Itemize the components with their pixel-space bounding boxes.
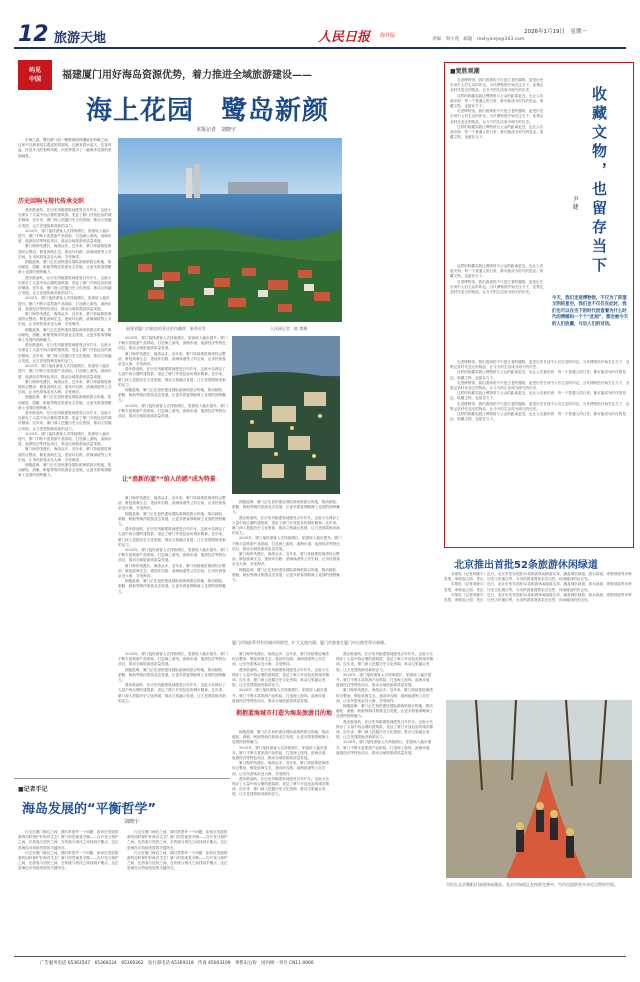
- aerial-photo: [232, 336, 340, 494]
- section1-title: 历史回响与现代传承交织: [18, 198, 85, 205]
- column-label: ■记者手记: [18, 786, 48, 793]
- lower-col-b: 拥抱蓝海，厦门正在加快建设国际滨海旅游目的地，推动邮轮、游艇、帆船等海洋旅游业态发展，让更多游客领略海上花园的独特魅力。 2025年，厦门接待游客人次持续增长，旅游收入稳步提升。厦门不断丰富旅游产品供给，打造海上游线、滨海步道、夜游经济等特色项目，推动全域旅游高质量发展。 厦门海岸线漫长，海湾众多。近年来，厦门持续推进海湾综合整治，修复滨海生态，建设环岛路、滨海绿道等公共空间，让市民游客亲近大海、享受海洋。 漫步鼓浪屿，在历史风貌建筑间感受百年岁月。这座小岛保存了大量中西合璧的建筑群，见证了厦门开放包容的城市精神。近年来，厦门深入挖掘历史文化资源，推动文旅融合发展，让古老建筑焕发新的活力。: [232, 730, 330, 797]
- section3-title: 拥抱蓝海城市打造为海岛旅游目的地: [236, 710, 333, 717]
- city-photo-caption: 厦门市海滨系列有的城市资源型，扩大文旅内涵。厦门市游客在厦门中山路等拜访新城。: [232, 640, 388, 645]
- island-photo-caption: 福建省厦门市鼓浪屿景区的鸟瞰图 新华社发: [126, 326, 206, 331]
- editor-info: 责编：周小苑 邮箱：mohyiceje@163.com: [432, 37, 525, 42]
- greenway-photo: [446, 700, 632, 878]
- main-headline: 海上花园 鹭岛新颜: [86, 96, 330, 126]
- news-title: 北京推出首批52条旅游休闲绿道: [454, 560, 598, 571]
- column-rule: [14, 778, 230, 779]
- tag-line-1: 屿见: [28, 67, 41, 74]
- col4-text: 拥抱蓝海，厦门正在加快建设国际滨海旅游目的地，推动邮轮、游艇、帆船等海洋旅游业态发展，让更多游客领略海上花园的独特魅力。 漫步鼓浪屿，在历史风貌建筑间感受百年岁月。这座小岛保存了大量中西合璧的建筑群，见证了厦门开放包容的城市精神。近年来，厦门深入挖掘历史文化资源，推动文旅融合发展，让古老建筑焕发新的活力。 2025年，厦门接待游客人次持续增长，旅游收入稳步提升。厦门不断丰富旅游产品供给，打造海上游线、滨海步道、夜游经济等特色项目，推动全域旅游高质量发展。 厦门海岸线漫长，海湾众多。近年来，厦门持续推进海湾综合整治，修复滨海生态，建设环岛路、滨海绿道等公共空间，让市民游客亲近大海、享受海洋。 拥抱蓝海，厦门正在加快建设国际滨海旅游目的地，推动邮轮、游艇、帆船等海洋旅游业态发展，让更多游客领略海上花园的独特魅力。: [232, 500, 342, 583]
- opinion-section-label: ■宽胜观潮: [450, 68, 480, 75]
- greenway-photo-art: [446, 700, 632, 878]
- kicker: 福建厦门用好海岛资源优势，着力推进全域旅游建设——: [62, 70, 312, 81]
- news-text: 本报电（记者刘晓宇）近日，北京市发布首批52条旅游休闲绿道名单，涵盖城市绿道、滨水绿道、郊野绿道等多种类型，串联起公园、景区、历史文化街区等，为市民游客提供亲近自然、休闲健身的好去处。 本报电（记者刘晓宇）近日，北京市发布首批52条旅游休闲绿道名单，涵盖城市绿道、滨水绿道、郊野绿道等多种类型，串联起公园、景区、历史文化街区等，为市民游客提供亲近自然、休闲健身的好去处。 本报电（记者刘晓宇）近日，北京市发布首批52条旅游休闲绿道名单，涵盖城市绿道、滨水绿道、郊野绿道等多种类型，串联起公园、景区、历史文化街区等，为市民游客提供亲近自然、休闲健身的好去处。: [444, 572, 632, 603]
- lower-col-c: 漫步鼓浪屿，在历史风貌建筑间感受百年岁月。这座小岛保存了大量中西合璧的建筑群，见证了厦门开放包容的城市精神。近年来，厦门深入挖掘历史文化资源，推动文旅融合发展，让古老建筑焕发新的活力。 2025年，厦门接待游客人次持续增长，旅游收入稳步提升。厦门不断丰富旅游产品供给，打造海上游线、滨海步道、夜游经济等特色项目，推动全域旅游高质量发展。 厦门海岸线漫长，海湾众多。近年来，厦门持续推进海湾综合整治，修复滨海生态，建设环岛路、滨海绿道等公共空间，让市民游客亲近大海、享受海洋。 拥抱蓝海，厦门正在加快建设国际滨海旅游目的地，推动邮轮、游艇、帆船等海洋旅游业态发展，让更多游客领略海上花园的独特魅力。 漫步鼓浪屿，在历史风貌建筑间感受百年岁月。这座小岛保存了大量中西合璧的建筑群，见证了厦门开放包容的城市精神。近年来，厦门深入挖掘历史文化资源，推动文旅融合发展，让古老建筑焕发新的活力。 2025年，厦门接待游客人次持续增长，旅游收入稳步提升。厦门不断丰富旅游产品供给，打造海上游线、滨海步道、夜游经济等特色项目，推动全域旅游高质量发展。: [336, 652, 434, 755]
- main-byline: 本报记者 刘晓宇: [196, 127, 237, 133]
- island-photo-art: [118, 138, 342, 322]
- opinion-quote: 今天，我们走进博物馆，不仅为了仰望文明的星空，我们也不仅仅在此时，我们也可以在当下的时代创造着为什么时代的情感和一个个“此刻”，都会被今天的人们收藏，与后人们的对话。: [552, 296, 629, 327]
- col2-text: 2025年，厦门接待游客人次持续增长，旅游收入稳步提升。厦门不断丰富旅游产品供给，打造海上游线、滨海步道、夜游经济等特色项目，推动全域旅游高质量发展。 厦门海岸线漫长，海湾众多。近年来，厦门持续推进海湾综合整治，修复滨海生态，建设环岛路、滨海绿道等公共空间，让市民游客亲近大海、享受海洋。 漫步鼓浪屿，在历史风貌建筑间感受百年岁月。这座小岛保存了大量中西合璧的建筑群，见证了厦门开放包容的城市精神。近年来，厦门深入挖掘历史文化资源，推动文旅融合发展，让古老建筑焕发新的活力。 拥抱蓝海，厦门正在加快建设国际滨海旅游目的地，推动邮轮、游艇、帆船等海洋旅游业态发展，让更多游客领略海上花园的独特魅力。 2025年，厦门接待游客人次持续增长，旅游收入稳步提升。厦门不断丰富旅游产品供给，打造海上游线、滨海步道、夜游经济等特色项目，推动全域旅游高质量发展。: [118, 336, 228, 419]
- section-title: 旅游天地: [54, 31, 107, 46]
- opinion-author: 尹 婕: [571, 196, 578, 210]
- lower-col-d: 2025年，厦门接待游客人次持续增长，旅游收入稳步提升。厦门不断丰富旅游产品供给，打造海上游线、滨海步道、夜游经济等特色项目，推动全域旅游高质量发展。 拥抱蓝海，厦门正在加快建设国际滨海旅游目的地，推动邮轮、游艇、帆船等海洋旅游业态发展，让更多游客领略海上花园的独特魅力。 漫步鼓浪屿，在历史风貌建筑间感受百年岁月。这座小岛保存了大量中西合璧的建筑群，见证了厦门开放包容的城市精神。近年来，厦门深入挖掘历史文化资源，推动文旅融合发展，让古老建筑焕发新的活力。: [118, 652, 228, 703]
- masthead-rule: [14, 47, 626, 49]
- column-author: 刘晓宇: [124, 819, 140, 825]
- newspaper-logo: 人民日报: [318, 30, 371, 45]
- opinion-text-3: 走进博物馆，我们看到的不只是古老的器物，更是历史长河中人们生活的印记。当代博物馆开始关注当下，征集记录时代变迁的物品，让今天的生活成为明天的历史。 这样的收藏实践让博物馆与公众的距离更近，也让人们意识到：每一个普通人的日常，都可能成为时代的见证。收藏文物，也留存当下。 走进博物馆，我们看到的不只是古老的器物，更是历史长河中人们生活的印记。当代博物馆开始关注当下，征集记录时代变迁的物品，让今天的生活成为明天的历史。 这样的收藏实践让博物馆与公众的距离更近，也让人们意识到：每一个普通人的日常，都可能成为时代的见证。收藏文物，也留存当下。 走进博物馆，我们看到的不只是古老的器物，更是历史长河中人们生活的印记。当代博物馆开始关注当下，征集记录时代变迁的物品，让今天的生活成为明天的历史。 这样的收藏实践让博物馆与公众的距离更近，也让人们意识到：每一个普通人的日常，都可能成为时代的见证。收藏文物，也留存当下。: [450, 360, 630, 422]
- section2-title: 让“浪新的蓝”“给人的感”成为特景: [122, 476, 216, 483]
- footer-rule: [14, 956, 626, 957]
- lower-col-a: 厦门海岸线漫长，海湾众多。近年来，厦门持续推进海湾综合整治，修复滨海生态，建设环岛路、滨海绿道等公共空间，让市民游客亲近大海、享受海洋。 漫步鼓浪屿，在历史风貌建筑间感受百年岁月。这座小岛保存了大量中西合璧的建筑群，见证了厦门开放包容的城市精神。近年来，厦门深入挖掘历史文化资源，推动文旅融合发展，让古老建筑焕发新的活力。 2025年，厦门接待游客人次持续增长，旅游收入稳步提升。厦门不断丰富旅游产品供给，打造海上游线、滨海步道、夜游经济等特色项目，推动全域旅游高质量发展。: [232, 652, 330, 703]
- section-tag: [18, 60, 52, 90]
- island-photo: [118, 138, 342, 322]
- column-title: 海岛发展的“平衡哲学”: [22, 802, 157, 817]
- logo-suffix: 海外版: [380, 33, 396, 39]
- column-text: 行走在厦门海岛之间，我时常思考一个问题：如何在发展旅游的同时保护好海洋生态？厦门的答案是平衡——在开发与保护之间、在游客与居民之间、在传统与现代之间找到平衡点，这正是海岛可持续发展的关键所在。 行走在厦门海岛之间，我时常思考一个问题：如何在发展旅游的同时保护好海洋生态？厦门的答案是平衡——在开发与保护之间、在游客与居民之间、在传统与现代之间找到平衡点，这正是海岛可持续发展的关键所在。 行走在厦门海岛之间，我时常思考一个问题：如何在发展旅游的同时保护好海洋生态？厦门的答案是平衡——在开发与保护之间、在游客与居民之间、在传统与现代之间找到平衡点，这正是海岛可持续发展的关键所在。 行走在厦门海岛之间，我时常思考一个问题：如何在发展旅游的同时保护好海洋生态？厦门的答案是平衡——在开发与保护之间、在游客与居民之间、在传统与现代之间找到平衡点，这正是海岛可持续发展的关键所在。: [18, 830, 228, 871]
- tag-line-2: 中国: [28, 76, 41, 83]
- col3-text: 厦门海岸线漫长，海湾众多。近年来，厦门持续推进海湾综合整治，修复滨海生态，建设环岛路、滨海绿道等公共空间，让市民游客亲近大海、享受海洋。 拥抱蓝海，厦门正在加快建设国际滨海旅游目的地，推动邮轮、游艇、帆船等海洋旅游业态发展，让更多游客领略海上花园的独特魅力。 漫步鼓浪屿，在历史风貌建筑间感受百年岁月。这座小岛保存了大量中西合璧的建筑群，见证了厦门开放包容的城市精神。近年来，厦门深入挖掘历史文化资源，推动文旅融合发展，让古老建筑焕发新的活力。 2025年，厦门接待游客人次持续增长，旅游收入稳步提升。厦门不断丰富旅游产品供给，打造海上游线、滨海步道、夜游经济等特色项目，推动全域旅游高质量发展。 厦门海岸线漫长，海湾众多。近年来，厦门持续推进海湾综合整治，修复滨海生态，建设环岛路、滨海绿道等公共空间，让市民游客亲近大海、享受海洋。 拥抱蓝海，厦门正在加快建设国际滨海旅游目的地，推动邮轮、游艇、帆船等海洋旅游业态发展，让更多游客领略海上花园的独特魅力。: [118, 496, 228, 594]
- intro-text: 东海之滨，鹭岛厦门如一颗璀璨明珠镶嵌在海峡之间。这里不仅拥有闻名遐迩的鼓浪屿，还拥有碧水蓝天、花香四溢、民俗多元的独特风貌，向世界展示了一幅海洋花园的美丽画卷。: [18, 138, 112, 158]
- opinion-title: 收藏文物，也留存当下: [590, 86, 608, 276]
- footer-info: 广告服务电话 65363547 65369224 65369362 发行部电话 65369319 传真 65003109 零售3元/份 国内统一刊号 CN11-0066: [40, 961, 314, 966]
- greenway-photo-caption: 市民在北京朝阳区绿道休闲漫步。北京市绿道正在持续完善中，为市民提供更多亲近自然的空间。: [446, 882, 618, 887]
- issue-date: 2026年1月19日 星期一: [524, 29, 587, 35]
- col1-text: 漫步鼓浪屿，在历史风貌建筑间感受百年岁月。这座小岛保存了大量中西合璧的建筑群，见证了厦门开放包容的城市精神。近年来，厦门深入挖掘历史文化资源，推动文旅融合发展，让古老建筑焕发新的活力。 2025年，厦门接待游客人次持续增长，旅游收入稳步提升。厦门不断丰富旅游产品供给，打造海上游线、滨海步道、夜游经济等特色项目，推动全域旅游高质量发展。 厦门海岸线漫长，海湾众多。近年来，厦门持续推进海湾综合整治，修复滨海生态，建设环岛路、滨海绿道等公共空间，让市民游客亲近大海、享受海洋。 拥抱蓝海，厦门正在加快建设国际滨海旅游目的地，推动邮轮、游艇、帆船等海洋旅游业态发展，让更多游客领略海上花园的独特魅力。 漫步鼓浪屿，在历史风貌建筑间感受百年岁月。这座小岛保存了大量中西合璧的建筑群，见证了厦门开放包容的城市精神。近年来，厦门深入挖掘历史文化资源，推动文旅融合发展，让古老建筑焕发新的活力。 2025年，厦门接待游客人次持续增长，旅游收入稳步提升。厦门不断丰富旅游产品供给，打造海上游线、滨海步道、夜游经济等特色项目，推动全域旅游高质量发展。 厦门海岸线漫长，海湾众多。近年来，厦门持续推进海湾综合整治，修复滨海生态，建设环岛路、滨海绿道等公共空间，让市民游客亲近大海、享受海洋。 拥抱蓝海，厦门正在加快建设国际滨海旅游目的地，推动邮轮、游艇、帆船等海洋旅游业态发展，让更多游客领略海上花园的独特魅力。 漫步鼓浪屿，在历史风貌建筑间感受百年岁月。这座小岛保存了大量中西合璧的建筑群，见证了厦门开放包容的城市精神。近年来，厦门深入挖掘历史文化资源，推动文旅融合发展，让古老建筑焕发新的活力。 2025年，厦门接待游客人次持续增长，旅游收入稳步提升。厦门不断丰富旅游产品供给，打造海上游线、滨海步道、夜游经济等特色项目，推动全域旅游高质量发展。 厦门海岸线漫长，海湾众多。近年来，厦门持续推进海湾综合整治，修复滨海生态，建设环岛路、滨海绿道等公共空间，让市民游客亲近大海、享受海洋。 拥抱蓝海，厦门正在加快建设国际滨海旅游目的地，推动邮轮、游艇、帆船等海洋旅游业态发展，让更多游客领略海上花园的独特魅力。 漫步鼓浪屿，在历史风貌建筑间感受百年岁月。这座小岛保存了大量中西合璧的建筑群，见证了厦门开放包容的城市精神。近年来，厦门深入挖掘历史文化资源，推动文旅融合发展，让古老建筑焕发新的活力。 2025年，厦门接待游客人次持续增长，旅游收入稳步提升。厦门不断丰富旅游产品供给，打造海上游线、滨海步道、夜游经济等特色项目，推动全域旅游高质量发展。 厦门海岸线漫长，海湾众多。近年来，厦门持续推进海湾综合整治，修复滨海生态，建设环岛路、滨海绿道等公共空间，让市民游客亲近大海、享受海洋。 拥抱蓝海，厦门正在加快建设国际滨海旅游目的地，推动邮轮、游艇、帆船等海洋旅游业态发展，让更多游客领略海上花园的独特魅力。: [18, 208, 112, 478]
- opinion-text-1: 走进博物馆，我们看到的不只是古老的器物，更是历史长河中人们生活的印记。当代博物馆开始关注当下，征集记录时代变迁的物品，让今天的生活成为明天的历史。 这样的收藏实践让博物馆与公众的距离更近，也让人们意识到：每一个普通人的日常，都可能成为时代的见证。收藏文物，也留存当下。 走进博物馆，我们看到的不只是古老的器物，更是历史长河中人们生活的印记。当代博物馆开始关注当下，征集记录时代变迁的物品，让今天的生活成为明天的历史。 这样的收藏实践让博物馆与公众的距离更近，也让人们意识到：每一个普通人的日常，都可能成为时代的见证。收藏文物，也留存当下。: [450, 78, 544, 140]
- masthead: [14, 22, 626, 47]
- page-number: 12: [18, 22, 49, 47]
- island-photo-credit: 人民网记者 陈 博摄: [270, 326, 308, 331]
- aerial-photo-art: [232, 336, 340, 494]
- opinion-text-2: 这样的收藏实践让博物馆与公众的距离更近，也让人们意识到：每一个普通人的日常，都可能成为时代的见证。收藏文物，也留存当下。 走进博物馆，我们看到的不只是古老的器物，更是历史长河中人们生活的印记。当代博物馆开始关注当下，征集记录时代变迁的物品，让今天的生活成为明天的历史。: [450, 264, 544, 295]
